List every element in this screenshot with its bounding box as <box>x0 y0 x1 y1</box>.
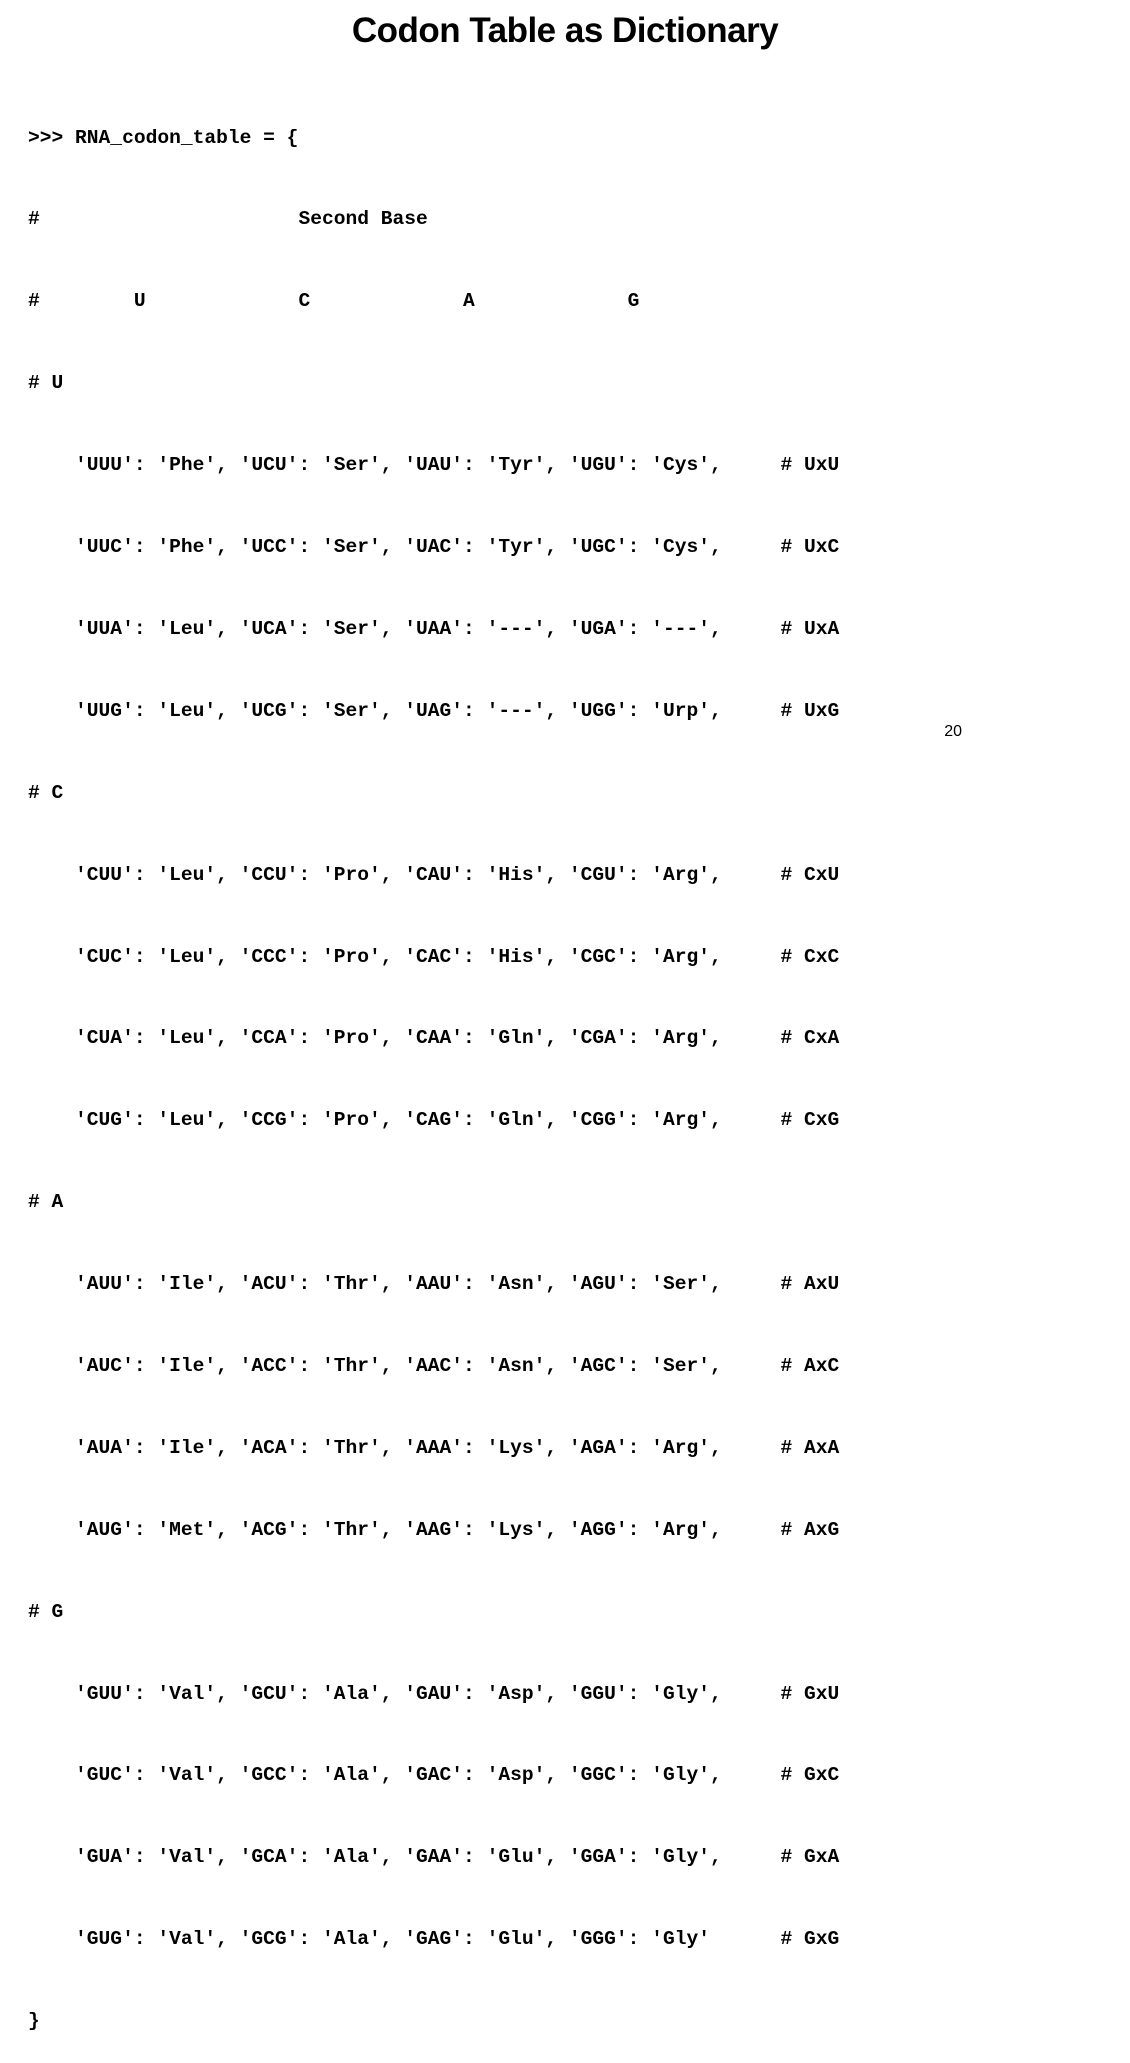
code-line: 'UUU': 'Phe', 'UCU': 'Ser', 'UAU': 'Tyr', 'UGU': 'Cys', # UxU <box>28 454 840 477</box>
code-line: 'GUA': 'Val', 'GCA': 'Ala', 'GAA': 'Glu', 'GGA': 'Gly', # GxA <box>28 1846 840 1869</box>
code-line: 'AUG': 'Met', 'ACG': 'Thr', 'AAG': 'Lys', 'AGG': 'Arg', # AxG <box>28 1518 840 1541</box>
code-line: } <box>28 2010 40 2033</box>
code-line: 'CUG': 'Leu', 'CCG': 'Pro', 'CAG': 'Gln', 'CGG': 'Arg', # CxG <box>28 1109 840 1132</box>
code-line: 'GUC': 'Val', 'GCC': 'Ala', 'GAC': 'Asp', 'GGC': 'Gly', # GxC <box>28 1764 840 1787</box>
code-line: # U <box>28 372 64 395</box>
code-line: 'CUU': 'Leu', 'CCU': 'Pro', 'CAU': 'His', 'CGU': 'Arg', # CxU <box>28 863 840 886</box>
code-line: 'UUC': 'Phe', 'UCC': 'Ser', 'UAC': 'Tyr', 'UGC': 'Cys', # UxC <box>28 536 840 559</box>
code-line: 'AUA': 'Ile', 'ACA': 'Thr', 'AAA': 'Lys', 'AGA': 'Arg', # AxA <box>28 1436 840 1459</box>
code-line: >>> RNA_codon_table = { <box>28 126 299 149</box>
code-line: # A <box>28 1191 64 1214</box>
code-line: 'CUC': 'Leu', 'CCC': 'Pro', 'CAC': 'His', 'CGC': 'Arg', # CxC <box>28 945 840 968</box>
code-line: 'GUU': 'Val', 'GCU': 'Ala', 'GAU': 'Asp', 'GGU': 'Gly', # GxU <box>28 1682 840 1705</box>
code-line: 'AUC': 'Ile', 'ACC': 'Thr', 'AAC': 'Asn', 'AGC': 'Ser', # AxC <box>28 1354 840 1377</box>
code-line: 'UUG': 'Leu', 'UCG': 'Ser', 'UAG': '---', 'UGG': 'Urp', # UxG <box>28 699 840 722</box>
page-number: 20 <box>944 723 962 740</box>
code-line: # G <box>28 1600 64 1623</box>
code-line: 'AUU': 'Ile', 'ACU': 'Thr', 'AAU': 'Asn', 'AGU': 'Ser', # AxU <box>28 1273 840 1296</box>
code-block <box>28 70 839 2063</box>
code-line: 'CUA': 'Leu', 'CCA': 'Pro', 'CAA': 'Gln', 'CGA': 'Arg', # CxA <box>28 1027 840 1050</box>
code-line: 'UUA': 'Leu', 'UCA': 'Ser', 'UAA': '---', 'UGA': '---', # UxA <box>28 617 840 640</box>
code-line: 'GUG': 'Val', 'GCG': 'Ala', 'GAG': 'Glu', 'GGG': 'Gly' # GxG <box>28 1928 840 1951</box>
code-line: # C <box>28 781 64 804</box>
code-line: # Second Base <box>28 208 428 231</box>
slide-title: Codon Table as Dictionary <box>351 11 779 50</box>
code-line: # U C A G <box>28 290 640 313</box>
